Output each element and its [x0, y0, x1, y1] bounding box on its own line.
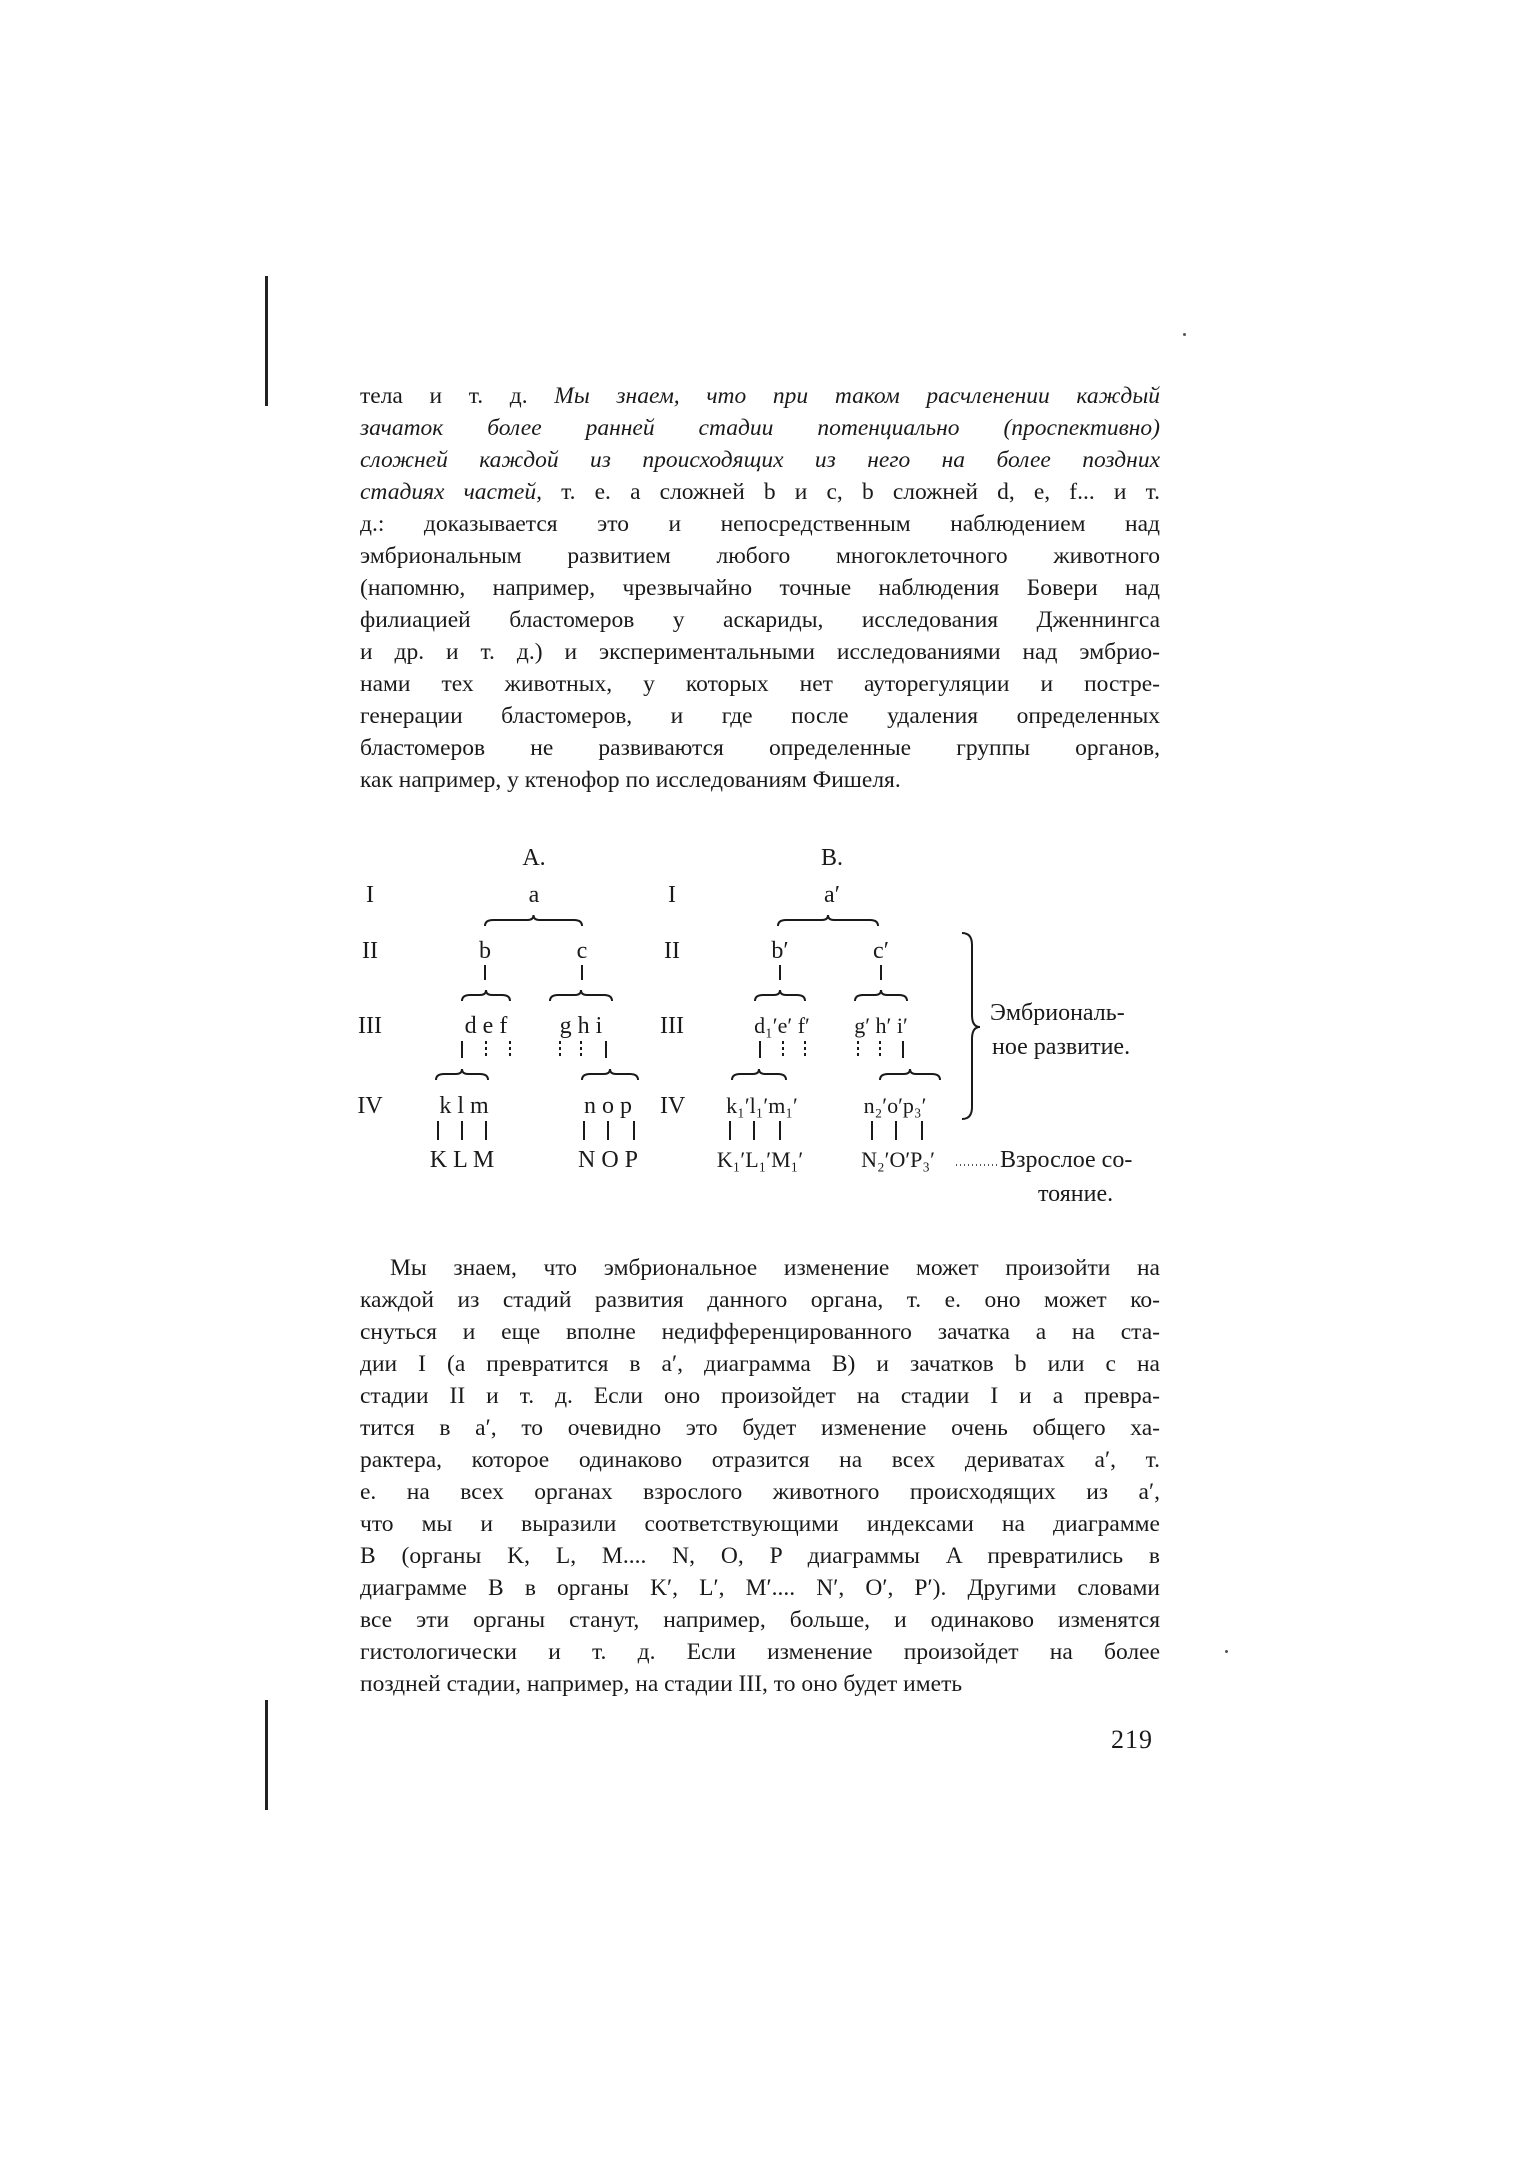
text-run: филиацией бластомеров у аскариды, исследования Дженнингса	[360, 607, 1160, 633]
node-ghi: g h i	[559, 1013, 603, 1039]
node-a-prime: a′	[824, 882, 840, 908]
text-line: рактера, которое одинаково отразится на всех дериватах a′, т.	[360, 1447, 1160, 1473]
text-run: д.: доказывается это и непосредственным наблюдением над	[360, 511, 1160, 537]
text-line	[360, 668, 1160, 700]
brace	[582, 1069, 638, 1080]
embryonic-brace	[962, 933, 980, 1119]
text-run: бластомеров не развиваются определенные группы органов,	[360, 735, 1160, 761]
adult-KLM: K L M	[429, 1147, 495, 1173]
scan-edge-bottom	[265, 1700, 268, 1810]
node-a: a	[528, 882, 540, 908]
scan-edge-top	[265, 276, 268, 406]
text-line	[360, 700, 1160, 732]
paragraph-top	[360, 380, 1160, 796]
brace	[485, 915, 582, 926]
text-line: каждой из стадий развития данного органа, т. е. оно может ко-	[360, 1287, 1160, 1313]
text-line	[360, 444, 1160, 476]
brace	[855, 990, 907, 1001]
text-run: генерации бластомеров, и где после удаления определенных	[360, 703, 1160, 729]
text-line	[360, 412, 1160, 444]
text-line	[360, 604, 1160, 636]
node-nop-prime: n₂′o′p₃′	[863, 1093, 927, 1118]
text-line	[360, 572, 1160, 604]
page-number: 219	[1111, 1725, 1153, 1754]
embryonic-label: Эмбриональ-	[990, 1000, 1125, 1026]
brace	[755, 990, 805, 1001]
text-line: диаграмме B в органы K′, L′, M′.... N′, O′, P′). Другими словами	[360, 1575, 1160, 1601]
brace	[550, 990, 612, 1001]
brace	[436, 1069, 488, 1080]
brace	[732, 1069, 786, 1080]
text-run: (напомню, например, чрезвычайно точные наблюдения Бовери над	[360, 575, 1160, 601]
stage-label: II	[664, 938, 680, 964]
text-line: B (органы K, L, M.... N, O, P диаграммы A превратились в	[360, 1543, 1160, 1569]
text-run: как например, у ктенофор по исследованиям Фишеля.	[360, 767, 901, 793]
node-def: d e f	[464, 1013, 508, 1039]
text-line: гистологически и т. д. Если изменение произойдет на более	[360, 1639, 1160, 1665]
text-line: тится в a′, то очевидно это будет изменение очень общего ха-	[360, 1415, 1160, 1441]
scan-speck	[1225, 1650, 1228, 1653]
diagram-title-a: A.	[522, 845, 546, 871]
diagram-title-b: B.	[820, 845, 844, 871]
adult-NOP: N O P	[577, 1147, 639, 1173]
stage-label: IV	[357, 1093, 383, 1119]
text-line: Мы знаем, что эмбриональное изменение может произойти на	[390, 1255, 1160, 1281]
brace	[778, 915, 878, 926]
text-run: тела и т. д.	[360, 383, 555, 409]
node-b-prime: b′	[771, 938, 789, 964]
node-def-prime: d₁′e′ f′	[754, 1013, 810, 1038]
adult-label: тояние.	[1038, 1181, 1114, 1207]
italic-text-run: сложней каждой из происходящих из него на более поздних	[360, 447, 1160, 473]
stage-label: III	[358, 1013, 382, 1039]
text-line: поздней стадии, например, на стадии III, то оно будет иметь	[360, 1671, 963, 1697]
stage-label: III	[660, 1013, 684, 1039]
text-line: что мы и выразили соответствующими индексами на диаграмме	[360, 1511, 1160, 1537]
adult-KLM-prime: K₁′L₁′M₁′	[716, 1147, 804, 1172]
italic-text-run: зачаток более ранней стадии потенциально (проспективно)	[360, 415, 1160, 441]
node-ghi-prime: g′ h′ i′	[854, 1013, 908, 1038]
node-nop: n o p	[584, 1093, 632, 1119]
scan-speck	[1183, 333, 1186, 336]
brace	[880, 1069, 940, 1080]
node-b: b	[479, 938, 491, 964]
node-klm-prime: k₁′l₁′m₁′	[726, 1093, 798, 1118]
text-line	[360, 476, 1160, 508]
text-line	[360, 636, 1160, 668]
text-line: дии I (a превратится в a′, диаграмма B) и зачатков b или c на	[360, 1351, 1160, 1377]
text-run: т. е. a сложней b и c, b сложней d, e, f... и т.	[541, 479, 1160, 505]
text-run: эмбриональным развитием любого многоклеточного животного	[360, 543, 1160, 569]
adult-NOP-prime: N₂′O′P₃′	[861, 1147, 935, 1172]
stage-label: II	[362, 938, 378, 964]
text-line	[360, 508, 1160, 540]
embryonic-label: ное развитие.	[992, 1034, 1131, 1060]
stage-label: I	[668, 882, 676, 908]
text-run: нами тех животных, у которых нет ауторегуляции и пострe-	[360, 671, 1160, 697]
text-line	[360, 732, 1160, 764]
text-line: все эти органы станут, например, больше, и одинаково изменятся	[360, 1607, 1160, 1633]
stage-label: I	[366, 882, 374, 908]
paragraph-bottom	[360, 1252, 1160, 1700]
node-c: c	[576, 938, 588, 964]
text-line: снуться и еще вполне недифференцированного зачатка a на ста-	[360, 1319, 1160, 1345]
node-klm: k l m	[439, 1093, 489, 1119]
stage-diagram	[350, 845, 1190, 1235]
adult-label: Взрослое со-	[1000, 1147, 1133, 1173]
text-line	[360, 764, 1160, 796]
text-line: стадии II и т. д. Если оно произойдет на стадии I и a превра-	[360, 1383, 1160, 1409]
text-run: и др. и т. д.) и экспериментальными исследованиями над эмбрио-	[360, 639, 1160, 665]
brace	[462, 990, 510, 1001]
italic-text-run: Мы знаем, что при таком расчленении каждый	[554, 383, 1160, 409]
stage-label: IV	[660, 1093, 686, 1119]
text-line	[360, 540, 1160, 572]
text-line	[360, 380, 1160, 412]
node-c-prime: c′	[873, 938, 889, 964]
text-line: е. на всех органах взрослого животного происходящих из a′,	[360, 1479, 1160, 1505]
italic-text-run: стадиях частей,	[360, 479, 542, 505]
